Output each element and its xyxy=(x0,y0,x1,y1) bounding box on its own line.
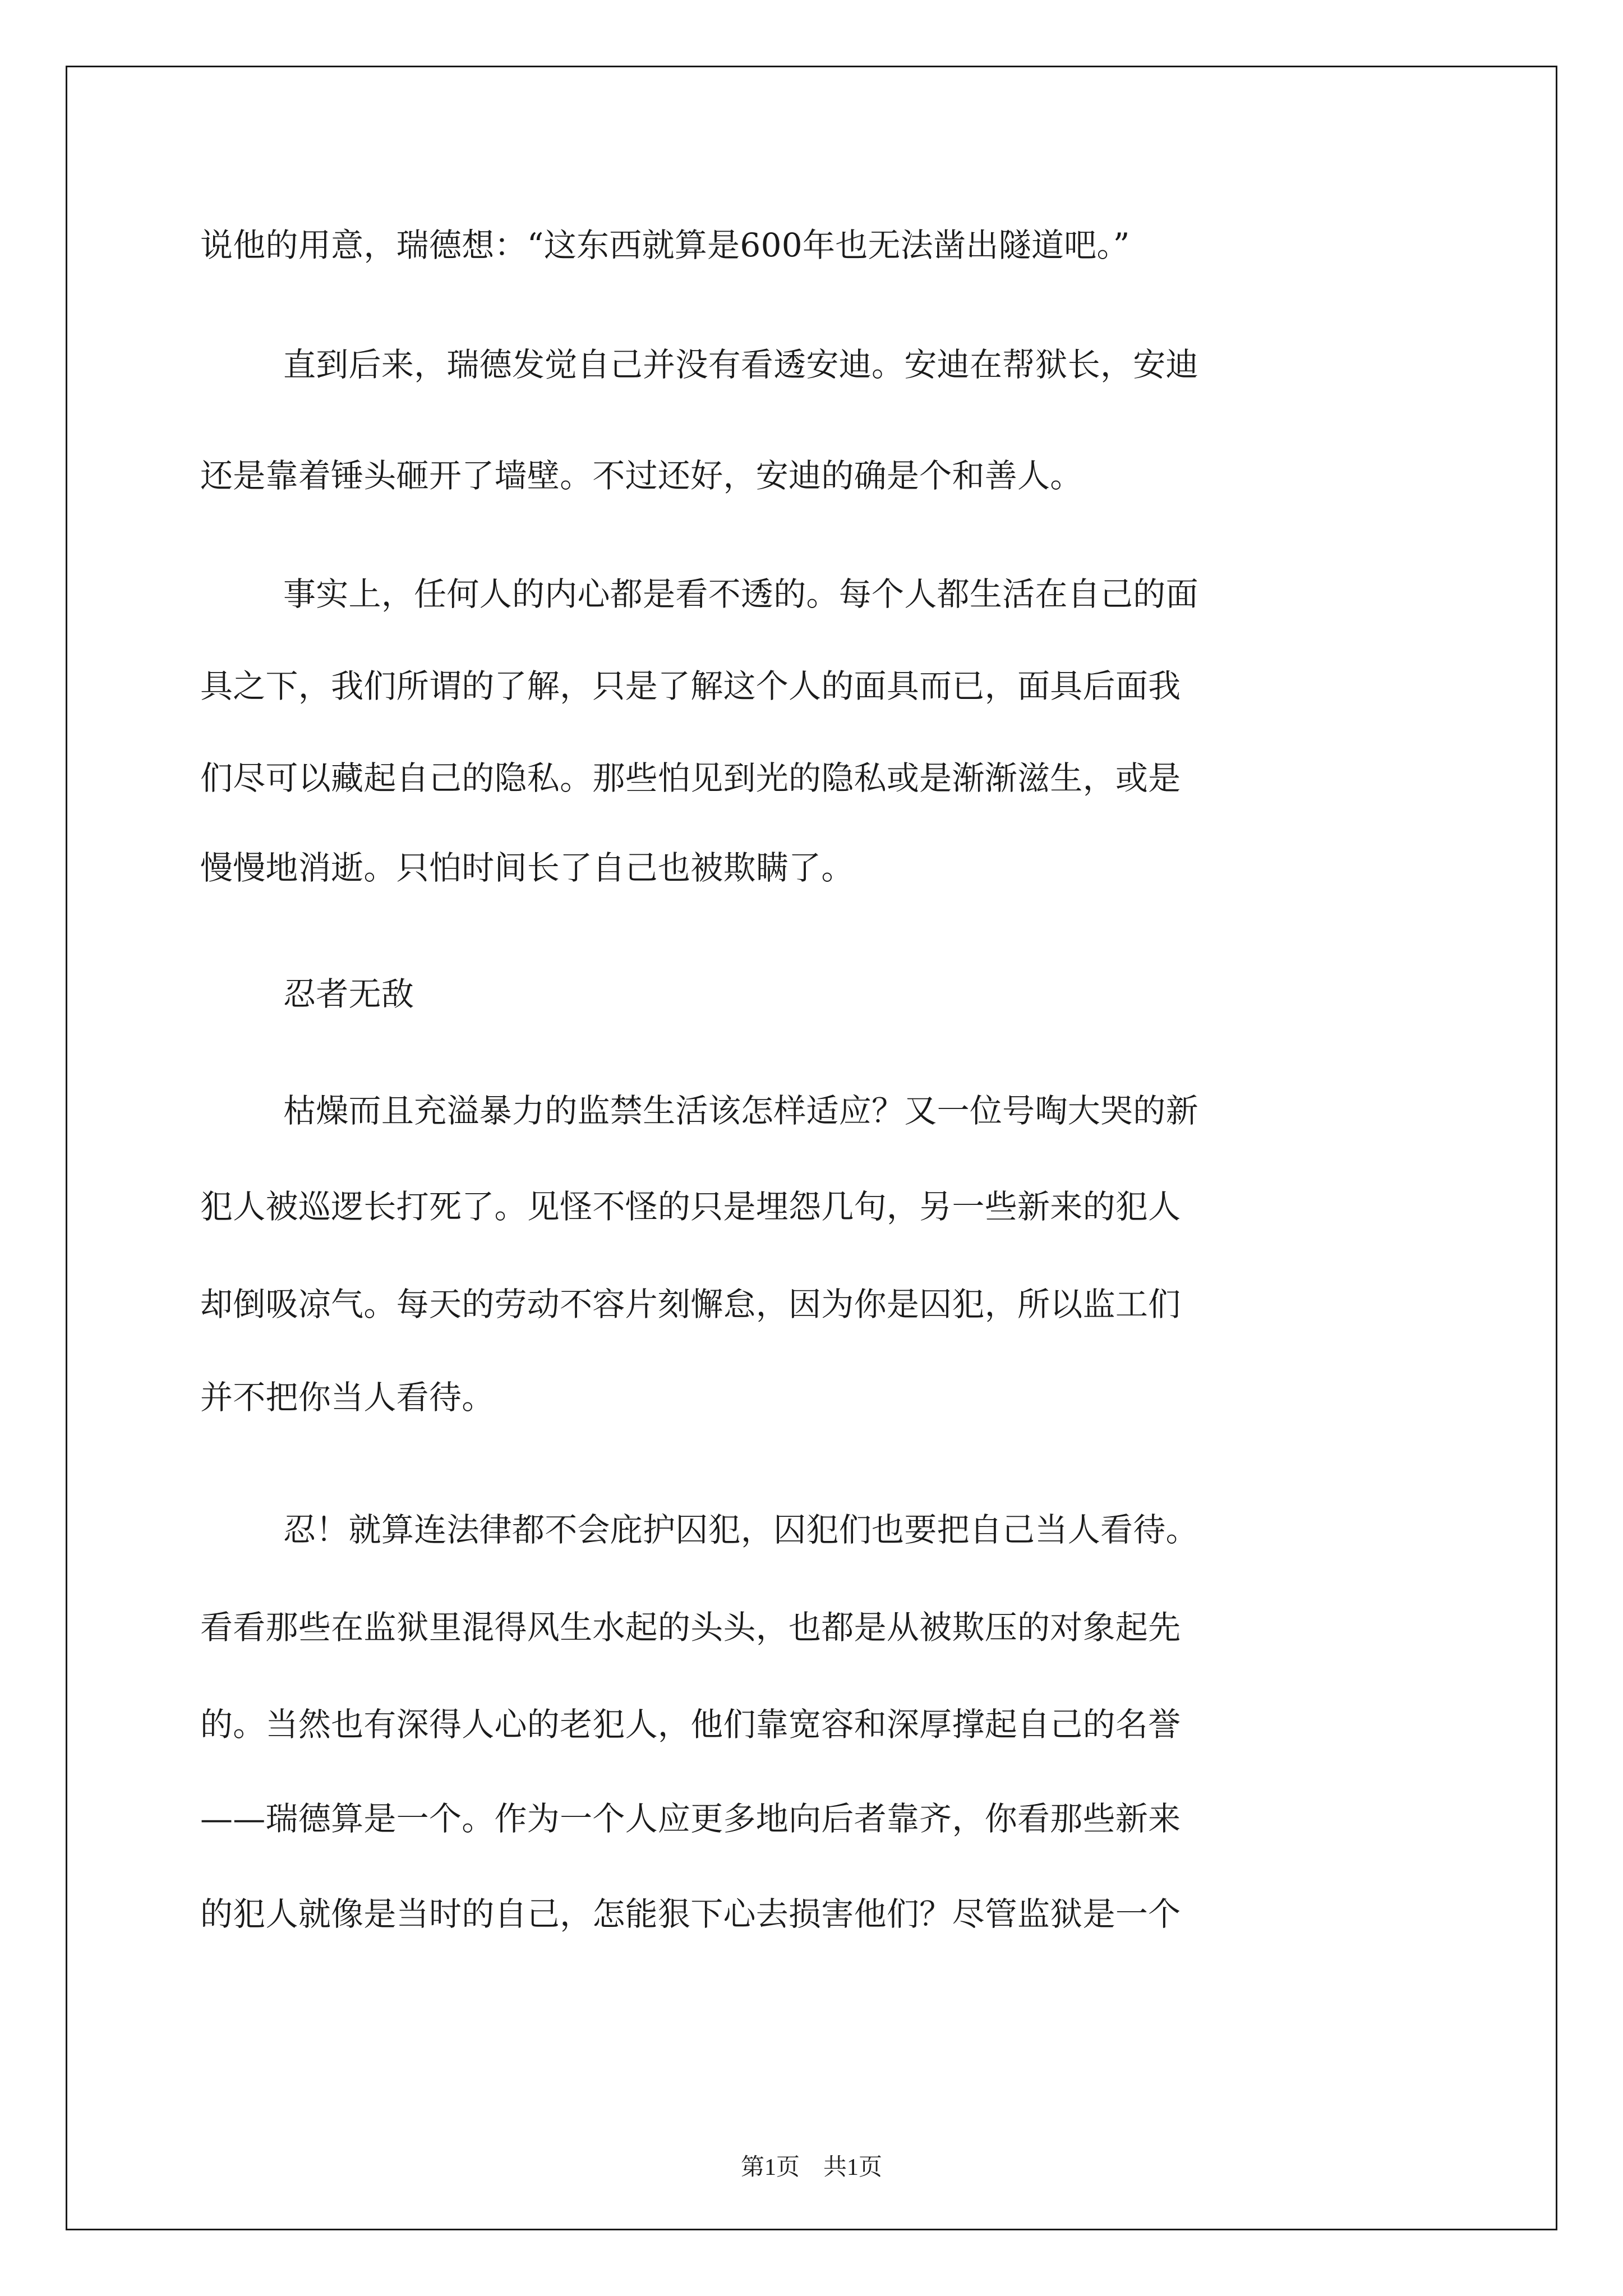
page-footer: 第1页 共1页 xyxy=(740,2155,882,2180)
paragraph-first-line: 直到后来，瑞德发觉自己并没有看透安迪。安迪在帮狱长，安迪 xyxy=(283,346,1198,384)
paragraph-first-line: 枯燥而且充溢暴力的监禁生活该怎样适应？又一位号啕大哭的新 xyxy=(283,1092,1198,1130)
section-heading: 忍者无敌 xyxy=(283,975,414,1013)
text-line: 们尽可以藏起自己的隐私。那些怕见到光的隐私或是渐渐滋生，或是 xyxy=(200,759,1181,797)
text-line: 具之下，我们所谓的了解，只是了解这个人的面具而已，面具后面我 xyxy=(200,667,1181,705)
paragraph-first-line: 忍！就算连法律都不会庇护囚犯，囚犯们也要把自己当人看待。 xyxy=(283,1511,1198,1549)
text-line: 还是靠着锤头砸开了墙壁。不过还好，安迪的确是个和善人。 xyxy=(200,457,1083,495)
text-line: 犯人被巡逻长打死了。见怪不怪的只是埋怨几句，另一些新来的犯人 xyxy=(200,1188,1181,1226)
text-line: 看看那些在监狱里混得风生水起的头头，也都是从被欺压的对象起先 xyxy=(200,1608,1181,1646)
text-line: 并不把你当人看待。 xyxy=(200,1378,495,1416)
text-line: 却倒吸凉气。每天的劳动不容片刻懈怠，因为你是囚犯，所以监工们 xyxy=(200,1285,1181,1323)
text-line: 说他的用意，瑞德想：“这东西就算是600年也无法凿出隧道吧。” xyxy=(200,226,1130,264)
text-line: 慢慢地消逝。只怕时间长了自己也被欺瞒了。 xyxy=(200,849,854,887)
text-line: 的。当然也有深得人心的老犯人，他们靠宽容和深厚撑起自己的名誉 xyxy=(200,1705,1181,1743)
text-line: 的犯人就像是当时的自己，怎能狠下心去损害他们？尽管监狱是一个 xyxy=(200,1895,1181,1933)
text-line: ——瑞德算是一个。作为一个人应更多地向后者靠齐，你看那些新来 xyxy=(200,1800,1181,1838)
paragraph-first-line: 事实上，任何人的内心都是看不透的。每个人都生活在自己的面 xyxy=(283,575,1198,613)
